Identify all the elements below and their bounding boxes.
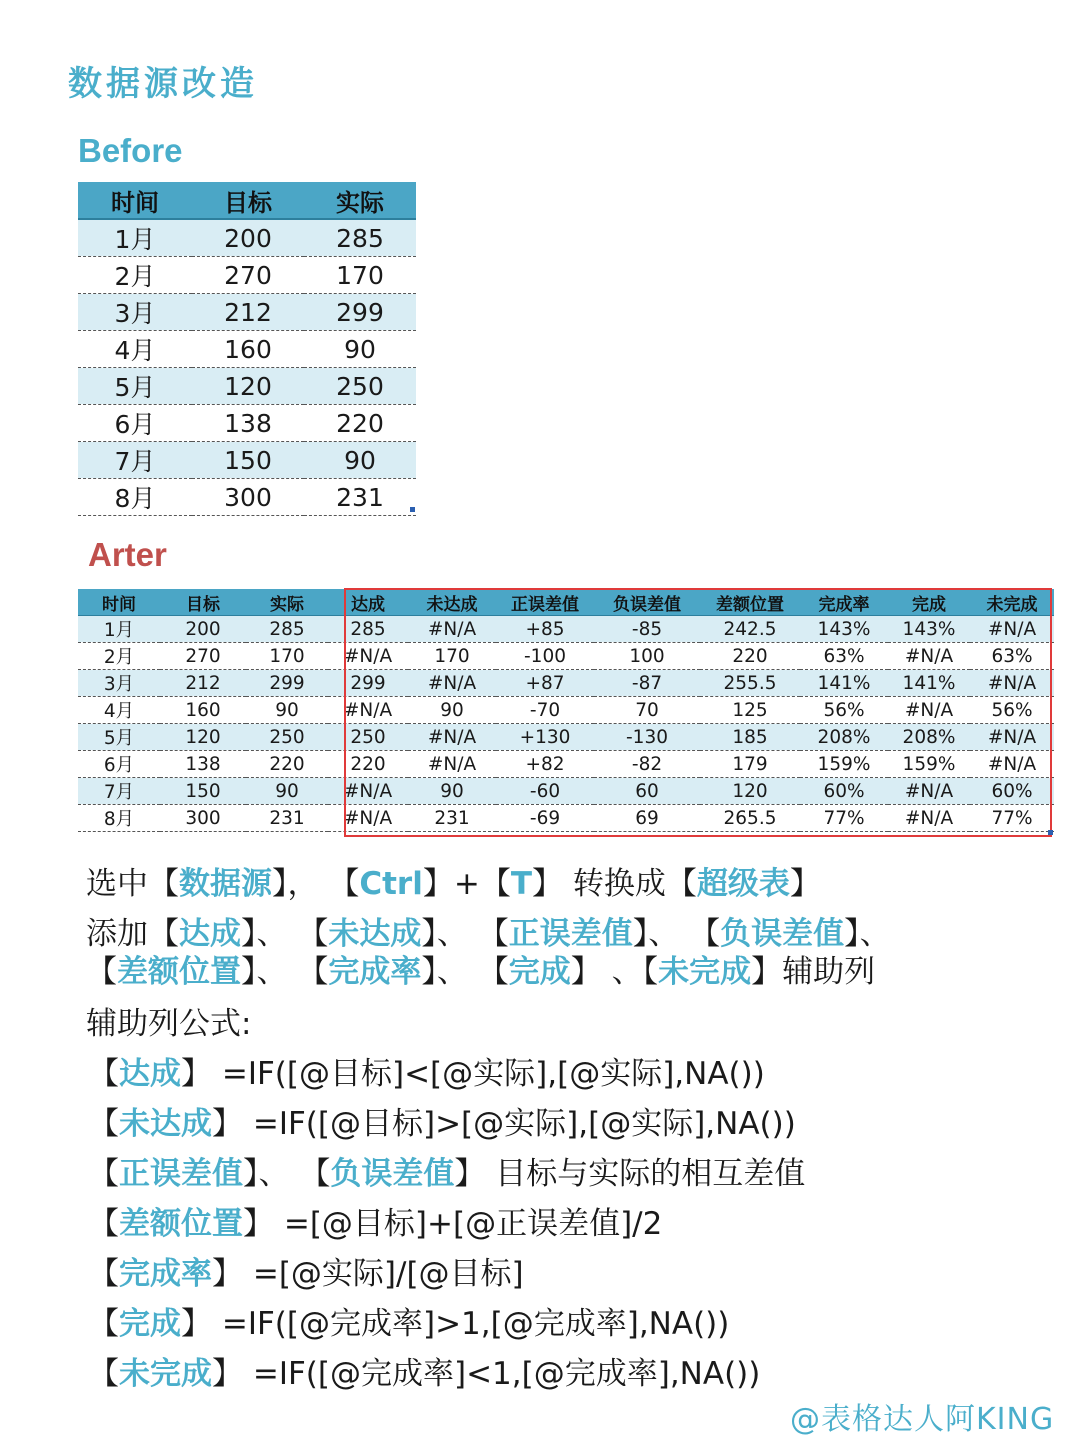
column-header: 目标: [160, 589, 246, 616]
table-cell[interactable]: #N/A: [328, 778, 408, 805]
table-cell[interactable]: 3月: [78, 670, 160, 697]
table-row: [78, 697, 1054, 724]
table-row: [78, 616, 1054, 643]
table-cell[interactable]: #N/A: [888, 805, 970, 832]
before-table: [78, 182, 416, 516]
table-cell[interactable]: 90: [408, 778, 496, 805]
table-cell[interactable]: 7月: [78, 442, 192, 479]
table-cell[interactable]: 160: [192, 331, 304, 368]
table-cell[interactable]: 220: [304, 405, 416, 442]
table-cell[interactable]: 138: [192, 405, 304, 442]
table-cell[interactable]: 56%: [800, 697, 888, 724]
table-cell[interactable]: -87: [594, 670, 700, 697]
table-cell[interactable]: 285: [246, 616, 328, 643]
table-cell[interactable]: 300: [192, 479, 304, 516]
table-cell[interactable]: 90: [246, 778, 328, 805]
table-cell[interactable]: 2月: [78, 257, 192, 294]
table-cell[interactable]: 4月: [78, 697, 160, 724]
table-cell[interactable]: 270: [192, 257, 304, 294]
column-header: 未达成: [408, 589, 496, 616]
table-cell[interactable]: -70: [496, 697, 594, 724]
table-cell[interactable]: 200: [160, 616, 246, 643]
table-cell[interactable]: #N/A: [970, 724, 1054, 751]
column-header: 时间: [78, 589, 160, 616]
table-cell[interactable]: 69: [594, 805, 700, 832]
table-resize-handle[interactable]: [1048, 830, 1053, 835]
table-cell[interactable]: 231: [304, 479, 416, 516]
table-cell[interactable]: 255.5: [700, 670, 800, 697]
table-cell[interactable]: 143%: [888, 616, 970, 643]
table-cell[interactable]: 185: [700, 724, 800, 751]
table-cell[interactable]: 208%: [888, 724, 970, 751]
table-cell[interactable]: 299: [246, 670, 328, 697]
table-cell[interactable]: #N/A: [970, 751, 1054, 778]
table-cell[interactable]: 90: [246, 697, 328, 724]
table-cell[interactable]: 212: [192, 294, 304, 331]
table-cell[interactable]: 120: [160, 724, 246, 751]
formula-line: 【完成】 =IF([@完成率]>1,[@完成率],NA()): [88, 1306, 730, 1342]
table-row: [78, 479, 416, 516]
table-cell[interactable]: #N/A: [408, 616, 496, 643]
table-row: [78, 219, 416, 257]
table-cell[interactable]: 159%: [888, 751, 970, 778]
table-row: [78, 442, 416, 479]
table-resize-handle[interactable]: [410, 507, 415, 512]
table-cell[interactable]: #N/A: [970, 670, 1054, 697]
table-cell[interactable]: 250: [304, 368, 416, 405]
table-cell[interactable]: 299: [328, 670, 408, 697]
table-cell[interactable]: -85: [594, 616, 700, 643]
table-cell[interactable]: 285: [304, 219, 416, 257]
table-cell[interactable]: 100: [594, 643, 700, 670]
table-cell[interactable]: 170: [408, 643, 496, 670]
table-cell[interactable]: #N/A: [970, 616, 1054, 643]
after-table: [78, 589, 1054, 832]
table-cell[interactable]: 141%: [888, 670, 970, 697]
table-cell[interactable]: 242.5: [700, 616, 800, 643]
table-cell[interactable]: 90: [304, 331, 416, 368]
column-header: 完成: [888, 589, 970, 616]
formula-line: 【未完成】 =IF([@完成率]<1,[@完成率],NA()): [88, 1356, 761, 1392]
table-cell[interactable]: 150: [192, 442, 304, 479]
table-cell[interactable]: 60%: [800, 778, 888, 805]
table-cell[interactable]: #N/A: [408, 670, 496, 697]
column-header: 完成率: [800, 589, 888, 616]
column-header: 目标: [192, 182, 304, 219]
table-cell[interactable]: #N/A: [328, 643, 408, 670]
table-cell[interactable]: -69: [496, 805, 594, 832]
table-cell[interactable]: #N/A: [888, 778, 970, 805]
table-cell[interactable]: -130: [594, 724, 700, 751]
table-cell[interactable]: 6月: [78, 751, 160, 778]
instruction-line-2: 添加【达成】、 【未达成】、 【正误差值】、 【负误差值】、: [86, 916, 891, 952]
table-cell[interactable]: 150: [160, 778, 246, 805]
after-label: Arter: [88, 536, 167, 573]
table-cell[interactable]: 125: [700, 697, 800, 724]
table-cell[interactable]: 220: [700, 643, 800, 670]
table-cell[interactable]: +130: [496, 724, 594, 751]
table-cell[interactable]: 120: [700, 778, 800, 805]
formula-line: 【未达成】 =IF([@目标]>[@实际],[@实际],NA()): [88, 1106, 796, 1142]
table-cell[interactable]: 200: [192, 219, 304, 257]
formula-line: 【完成率】 =[@实际]/[@目标]: [88, 1256, 524, 1292]
table-cell[interactable]: #N/A: [408, 751, 496, 778]
table-cell[interactable]: 170: [304, 257, 416, 294]
table-cell[interactable]: 208%: [800, 724, 888, 751]
column-header: 实际: [304, 182, 416, 219]
table-cell[interactable]: 77%: [970, 805, 1054, 832]
table-cell[interactable]: 138: [160, 751, 246, 778]
column-header: 未完成: [970, 589, 1054, 616]
table-cell[interactable]: 2月: [78, 643, 160, 670]
table-cell[interactable]: 90: [408, 697, 496, 724]
table-cell[interactable]: 8月: [78, 479, 192, 516]
table-header-row: [78, 589, 1054, 616]
table-cell[interactable]: 250: [328, 724, 408, 751]
page-title: 数据源改造: [68, 64, 258, 104]
table-cell[interactable]: 63%: [970, 643, 1054, 670]
table-cell[interactable]: 5月: [78, 724, 160, 751]
table-row: [78, 751, 1054, 778]
instruction-line-1: 选中【数据源】， 【Ctrl】+【T】 转换成【超级表】: [86, 866, 821, 902]
table-row: [78, 805, 1054, 832]
author-signature: @表格达人阿KING: [790, 1402, 1055, 1437]
table-cell[interactable]: 63%: [800, 643, 888, 670]
table-cell[interactable]: 4月: [78, 331, 192, 368]
table-row: [78, 643, 1054, 670]
formula-line: 【达成】 =IF([@目标]<[@实际],[@实际],NA()): [88, 1056, 765, 1092]
table-row: [78, 670, 1054, 697]
column-header: 时间: [78, 182, 192, 219]
table-cell[interactable]: 270: [160, 643, 246, 670]
before-label: Before: [78, 132, 183, 169]
table-cell[interactable]: 231: [246, 805, 328, 832]
table-cell[interactable]: 220: [246, 751, 328, 778]
table-row: [78, 257, 416, 294]
table-row: [78, 331, 416, 368]
table-cell[interactable]: 170: [246, 643, 328, 670]
table-cell[interactable]: 285: [328, 616, 408, 643]
table-row: [78, 405, 416, 442]
table-cell[interactable]: 7月: [78, 778, 160, 805]
table-cell[interactable]: 5月: [78, 368, 192, 405]
table-row: [78, 368, 416, 405]
table-cell[interactable]: +87: [496, 670, 594, 697]
table-cell[interactable]: 70: [594, 697, 700, 724]
table-cell[interactable]: +82: [496, 751, 594, 778]
table-cell[interactable]: 179: [700, 751, 800, 778]
column-header: 达成: [328, 589, 408, 616]
table-row: [78, 724, 1054, 751]
table-cell[interactable]: 56%: [970, 697, 1054, 724]
table-cell[interactable]: 6月: [78, 405, 192, 442]
table-cell[interactable]: +85: [496, 616, 594, 643]
column-header: 差额位置: [700, 589, 800, 616]
table-cell[interactable]: 159%: [800, 751, 888, 778]
table-header-row: [78, 182, 416, 219]
table-cell[interactable]: 1月: [78, 616, 160, 643]
formula-line: 【差额位置】 =[@目标]+[@正误差值]/2: [88, 1206, 663, 1242]
formula-heading: 辅助列公式:: [86, 1006, 252, 1042]
table-cell[interactable]: 120: [192, 368, 304, 405]
table-cell[interactable]: 77%: [800, 805, 888, 832]
table-cell[interactable]: 8月: [78, 805, 160, 832]
column-header: 实际: [246, 589, 328, 616]
table-cell[interactable]: 90: [304, 442, 416, 479]
table-cell[interactable]: -100: [496, 643, 594, 670]
table-cell[interactable]: 60: [594, 778, 700, 805]
table-cell[interactable]: 3月: [78, 294, 192, 331]
table-cell[interactable]: -60: [496, 778, 594, 805]
column-header: 正误差值: [496, 589, 594, 616]
table-cell[interactable]: #N/A: [328, 697, 408, 724]
table-row: [78, 294, 416, 331]
table-row: [78, 778, 1054, 805]
column-header: 负误差值: [594, 589, 700, 616]
table-cell[interactable]: 160: [160, 697, 246, 724]
instruction-line-3: 【差额位置】、 【完成率】、 【完成】 、【未完成】辅助列: [86, 954, 876, 990]
table-cell[interactable]: -82: [594, 751, 700, 778]
formula-line: 【正误差值】、 【负误差值】 目标与实际的相互差值: [88, 1156, 806, 1192]
table-cell[interactable]: 143%: [800, 616, 888, 643]
table-cell[interactable]: 60%: [970, 778, 1054, 805]
table-cell[interactable]: 231: [408, 805, 496, 832]
table-cell[interactable]: #N/A: [408, 724, 496, 751]
table-cell[interactable]: 250: [246, 724, 328, 751]
table-cell[interactable]: #N/A: [888, 697, 970, 724]
table-cell[interactable]: #N/A: [328, 805, 408, 832]
table-cell[interactable]: 300: [160, 805, 246, 832]
table-cell[interactable]: 220: [328, 751, 408, 778]
table-cell[interactable]: 299: [304, 294, 416, 331]
table-cell[interactable]: 141%: [800, 670, 888, 697]
table-cell[interactable]: 212: [160, 670, 246, 697]
table-cell[interactable]: 1月: [78, 219, 192, 257]
table-cell[interactable]: #N/A: [888, 643, 970, 670]
table-cell[interactable]: 265.5: [700, 805, 800, 832]
